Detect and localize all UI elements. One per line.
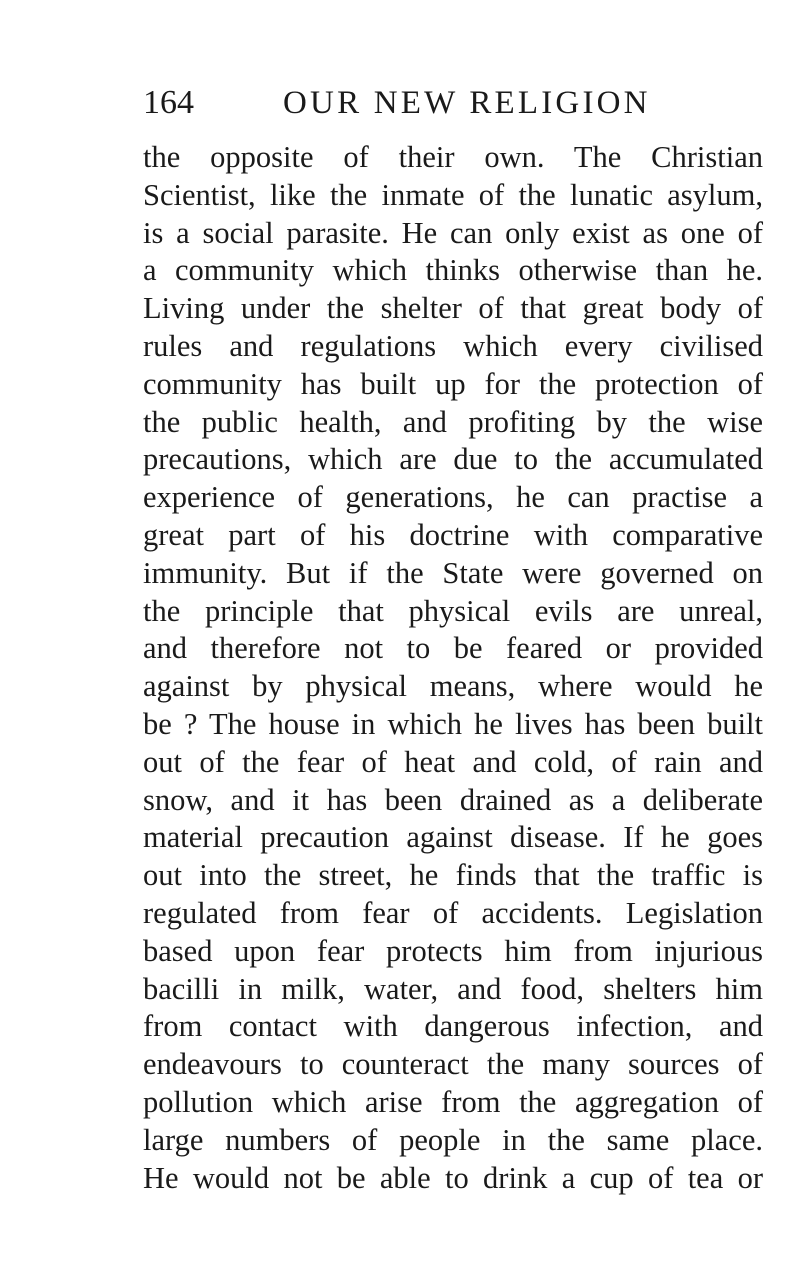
- text-line: the opposite of their own. The Christian: [143, 140, 763, 174]
- text-line: bacilli in milk, water, and food, shelters him: [143, 971, 763, 1006]
- text-line: endeavours to counteract the many sources of: [143, 1047, 763, 1082]
- text-line: out into the street, he finds that the traffic is: [143, 858, 763, 893]
- text-line: pollution which arise from the aggregation of: [143, 1084, 763, 1119]
- text-line: Living under the shelter of that great body of: [143, 291, 763, 326]
- text-line: rules and regulations which every civilised: [143, 328, 763, 363]
- text-line: against by physical means, where would he: [143, 669, 763, 704]
- text-line: based upon fear protects him from injurious: [143, 933, 763, 968]
- page-number: 164: [143, 84, 194, 121]
- text-line: a community which thinks otherwise than he.: [143, 253, 763, 288]
- text-line: Scientist, like the inmate of the lunatic asylum,: [143, 177, 763, 212]
- running-title: OUR NEW RELIGION: [283, 85, 651, 121]
- text-line: and therefore not to be feared or provided: [143, 631, 763, 666]
- text-line: community has built up for the protection of: [143, 366, 763, 401]
- text-line: out of the fear of heat and cold, of rain and: [143, 744, 763, 779]
- text-line: from contact with dangerous infection, and: [143, 1009, 763, 1044]
- text-line: material precaution against disease. If he goes: [143, 820, 763, 855]
- text-line: the principle that physical evils are unreal,: [143, 593, 763, 628]
- text-line: snow, and it has been drained as a deliberate: [143, 782, 763, 817]
- text-line: is a social parasite. He can only exist as one of: [143, 215, 763, 250]
- text-line: the public health, and profiting by the wise: [143, 404, 763, 439]
- text-line: large numbers of people in the same place.: [143, 1122, 763, 1157]
- body-text: [143, 139, 763, 1197]
- text-line: great part of his doctrine with comparative: [143, 517, 763, 552]
- text-line: immunity. But if the State were governed on: [143, 555, 763, 590]
- text-line: experience of generations, he can practise a: [143, 480, 763, 515]
- text-line: regulated from fear of accidents. Legislation: [143, 895, 763, 930]
- running-header: [143, 84, 763, 128]
- text-line: He would not be able to drink a cup of tea or: [143, 1160, 763, 1195]
- text-line: precautions, which are due to the accumulated: [143, 442, 763, 477]
- text-line: be ? The house in which he lives has been built: [143, 706, 763, 741]
